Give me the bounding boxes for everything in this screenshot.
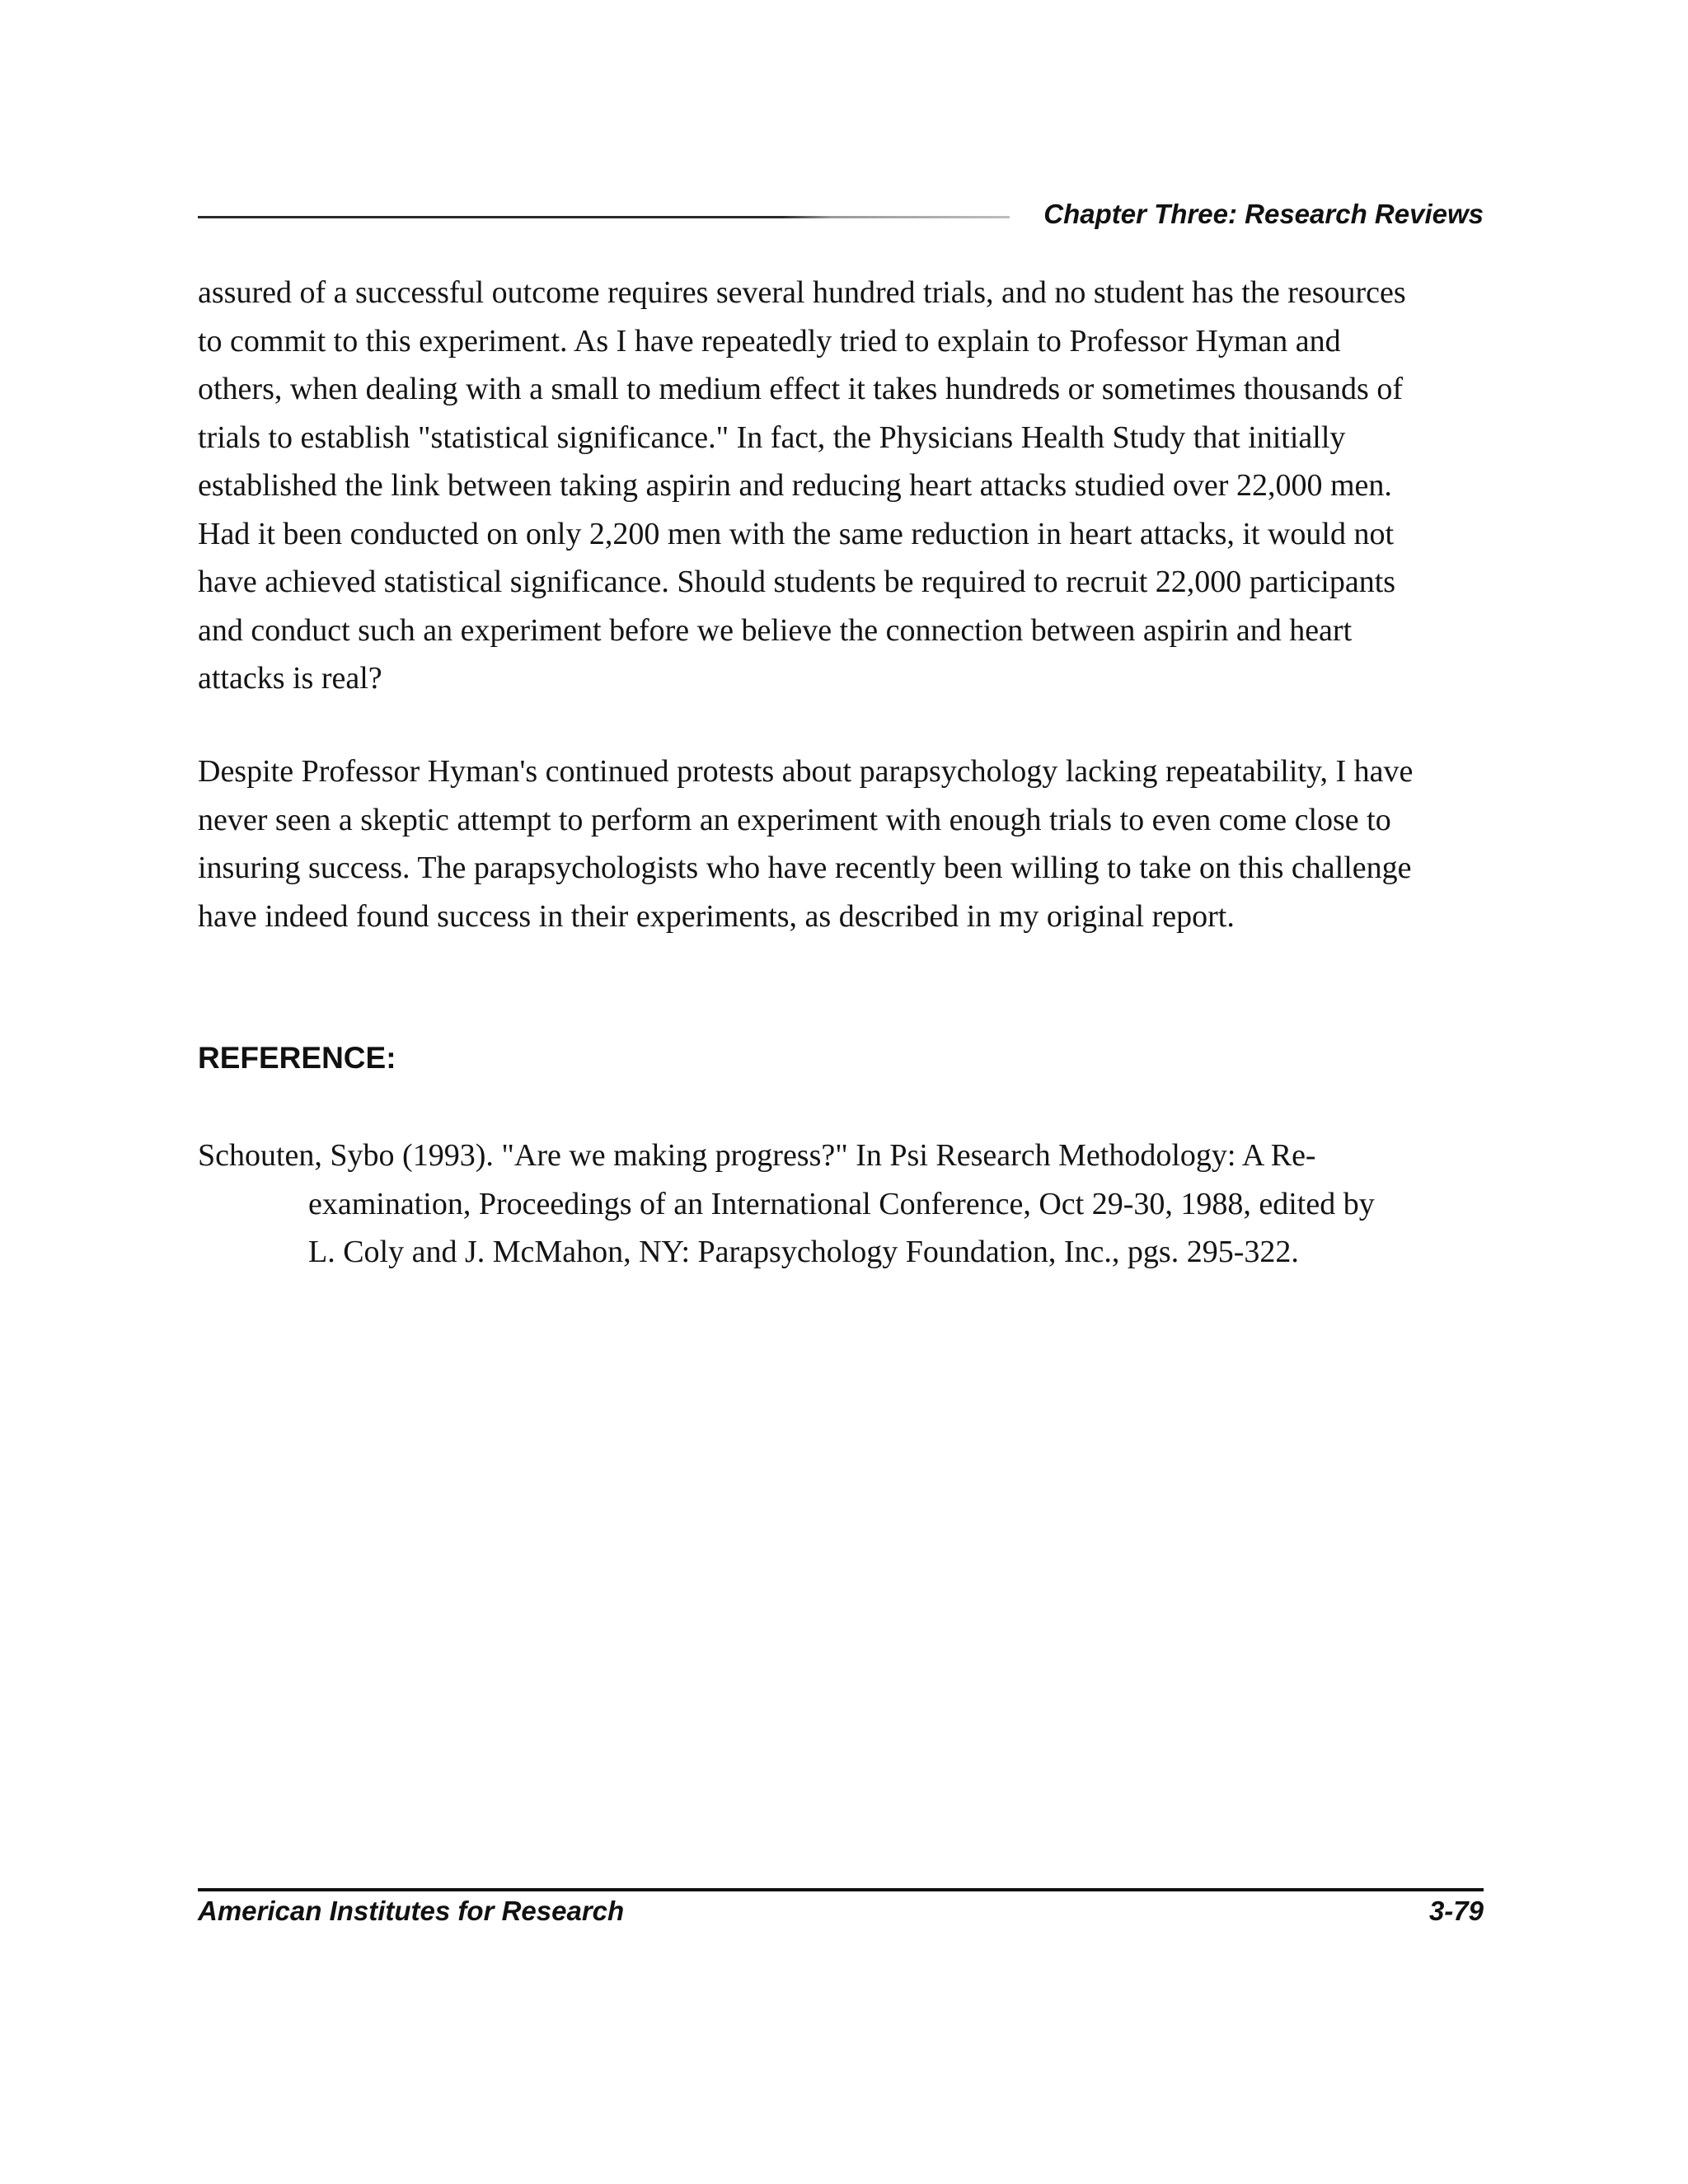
reference-line: examination, Proceedings of an International Conference, Oct 29-30, 1988, edited by <box>308 1186 1375 1221</box>
paragraph-line: attacks is real? <box>198 661 382 696</box>
header-rule <box>198 216 1010 218</box>
paragraph-line: assured of a successful outcome requires several hundred trials, and no student has the resources <box>198 275 1406 310</box>
paragraph-line: established the link between taking aspirin and reducing heart attacks studied over 22,000 men. <box>198 468 1392 503</box>
footer-rule <box>198 1888 1484 1891</box>
running-header-title: Chapter Three: Research Reviews <box>1043 199 1484 229</box>
body-paragraph-2 <box>198 748 1492 940</box>
paragraph-line: have achieved statistical significance. Should students be required to recruit 22,000 participants <box>198 565 1396 599</box>
reference-entry <box>198 1132 1492 1277</box>
paragraph-line: Despite Professor Hyman's continued protests about parapsychology lacking repeatability, I have <box>198 754 1414 789</box>
reference-heading: REFERENCE: <box>198 1041 396 1075</box>
footer-organization: American Institutes for Research <box>198 1896 625 1926</box>
paragraph-line: others, when dealing with a small to medium effect it takes hundreds or sometimes thousands of <box>198 372 1403 406</box>
paragraph-line: and conduct such an experiment before we believe the connection between aspirin and heart <box>198 612 1353 648</box>
paragraph-line: have indeed found success in their experiments, as described in my original report. <box>198 898 1235 934</box>
paragraph-line: to commit to this experiment. As I have repeatedly tried to explain to Professor Hyman and <box>198 323 1341 359</box>
body-paragraph-1 <box>198 269 1492 703</box>
paragraph-line: Had it been conducted on only 2,200 men with the same reduction in heart attacks, it would not <box>198 516 1395 551</box>
paragraph-line: never seen a skeptic attempt to perform an experiment with enough trials to even come close to <box>198 802 1391 837</box>
reference-line: Schouten, Sybo (1993). "Are we making progress?" In Psi Research Methodology: A Re- <box>198 1138 1316 1173</box>
footer-page-number: 3-79 <box>1428 1896 1484 1926</box>
reference-line: L. Coly and J. McMahon, NY: Parapsychology Foundation, Inc., pgs. 295-322. <box>308 1235 1299 1269</box>
paragraph-line: trials to establish "statistical significance." In fact, the Physicians Health Study that initially <box>198 419 1346 455</box>
paragraph-line: insuring success. The parapsychologists who have recently been willing to take on this challenge <box>198 851 1412 885</box>
